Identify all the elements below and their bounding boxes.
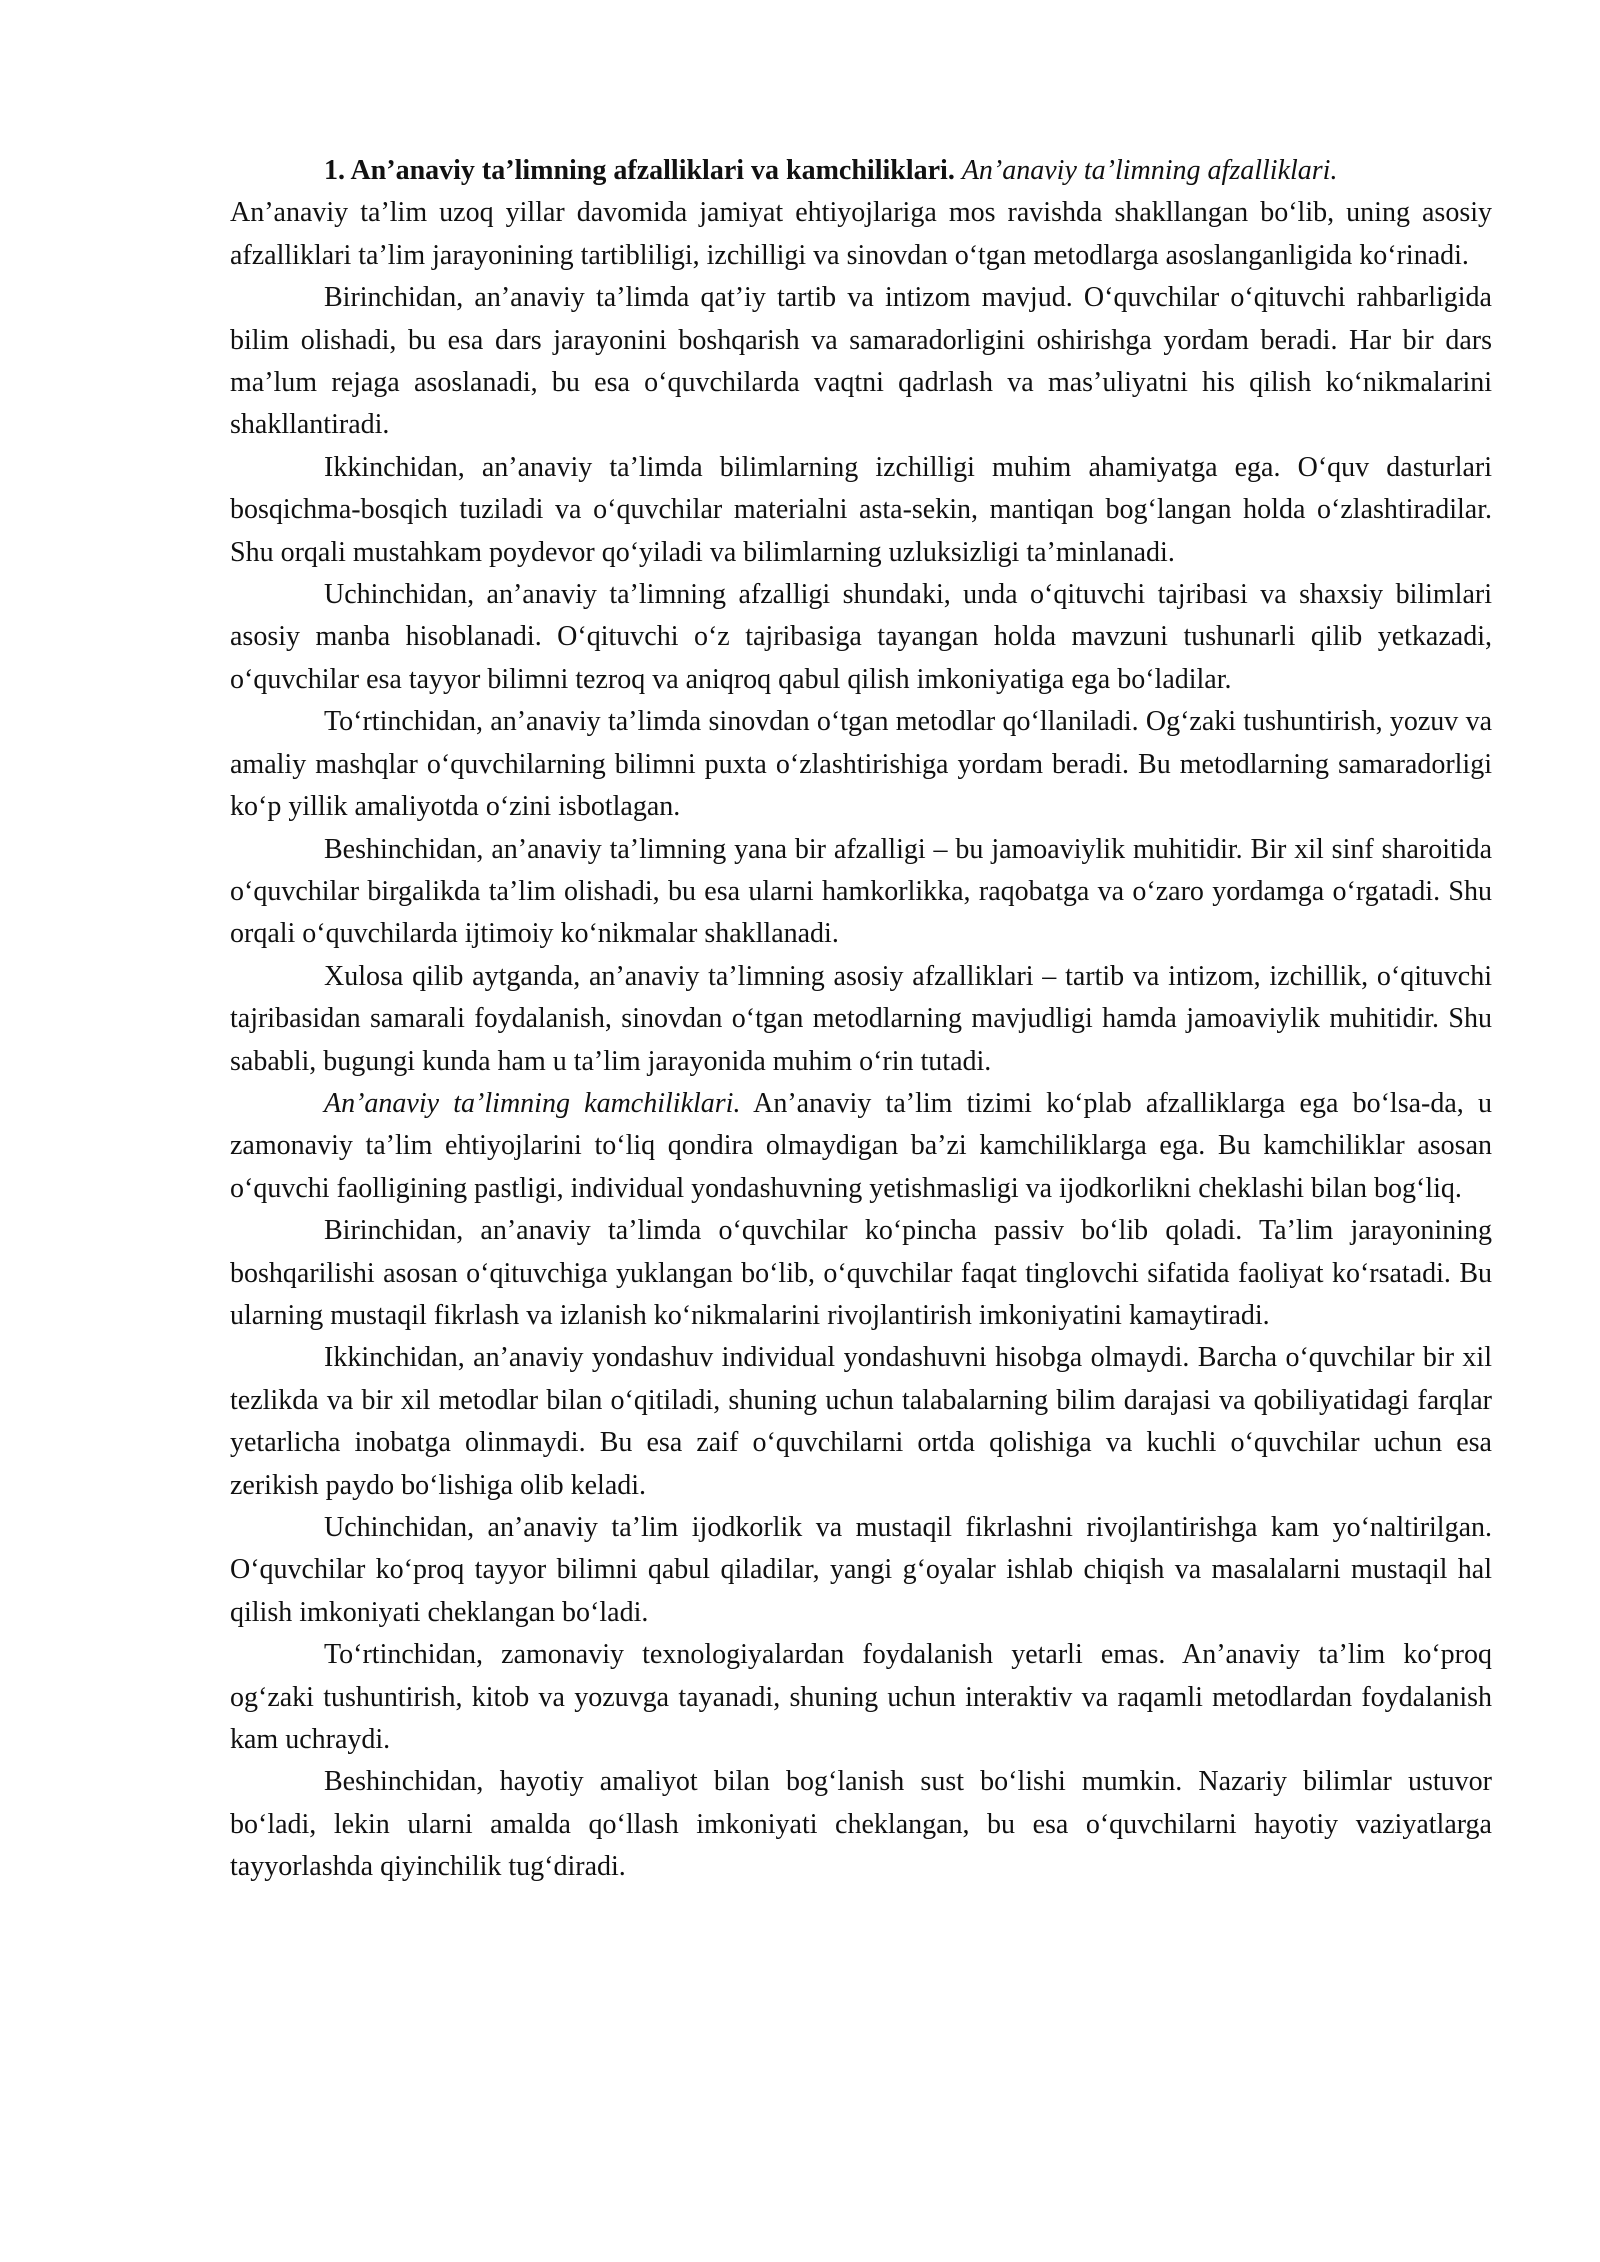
disadvantages-intro-text: An’anaviy ta’lim tizimi ko‘plab afzalliklarga ega bo‘lsa-da, u zamonaviy ta’lim ehtiyojlarini to‘liq qondira olmaydigan ba’zi kamchiliklarga ega. Bu kamchiliklar asosan o‘quvchi faolligining pastligi, individual yondashuvning yetishmasligi va ijodkorlikni cheklashi bilan bog‘liq.: [230, 1087, 1492, 1204]
paragraph-fifth-advantage: Beshinchidan, an’anaviy ta’limning yana bir afzalligi – bu jamoaviylik muhitidir. Bir xil sinf sharoitida o‘quvchilar birgalikda ta’lim olishadi, bu esa ularni hamkorlikka, raqobatga va o‘zaro yordamga o‘rgatadi. Shu orqali o‘quvchilarda ijtimoiy ko‘nikmalar shakllanadi.: [230, 833, 1492, 950]
subsection-title-advantages: An’anaviy ta’limning afzalliklari.: [961, 155, 1338, 186]
section-heading-paragraph: [230, 150, 1492, 192]
paragraph-fourth-advantage: To‘rtinchidan, an’anaviy ta’limda sinovdan o‘tgan metodlar qo‘llaniladi. Og‘zaki tushuntirish, yozuv va amaliy mashqlar o‘quvchilarning bilimni puxta o‘zlashtirishiga yordam beradi. Bu metodlarning samaradorligi ko‘p yillik amaliyotda o‘zini isbotlagan.: [230, 706, 1492, 823]
paragraph-advantages-conclusion: Xulosa qilib aytganda, an’anaviy ta’limning asosiy afzalliklari – tartib va intizom, izchillik, o‘qituvchi tajribasidan samarali foydalanish, sinovdan o‘tgan metodlarning mavjudligi hamda jamoaviylik muhitidir. Shu sababli, bugungi kunda ham u ta’lim jarayonida muhim o‘rin tutadi.: [230, 960, 1492, 1077]
subsection-title-disadvantages: An’anaviy ta’limning kamchiliklari.: [324, 1087, 741, 1119]
document-body: [230, 150, 1492, 1889]
paragraph-first-advantage: Birinchidan, an’anaviy ta’limda qat’iy tartib va intizom mavjud. O‘quvchilar o‘qituvchi rahbarligida bilim olishadi, bu esa dars jarayonini boshqarish va samaradorligini oshirishga yordam beradi. Har bir dars ma’lum rejaga asoslanadi, bu esa o‘quvchilarda vaqtni qadrlash va mas’uliyatni his qilish ko‘nikmalarini shakllantiradi.: [230, 282, 1492, 441]
paragraph-intro: An’anaviy ta’lim uzoq yillar davomida jamiyat ehtiyojlariga mos ravishda shakllangan bo‘lib, uning asosiy afzalliklari ta’lim jarayonining tartibliligi, izchilligi va sinovdan o‘tgan metodlarga asoslanganligida ko‘rinadi.: [230, 197, 1492, 271]
paragraph-fourth-disadvantage: To‘rtinchidan, zamonaviy texnologiyalardan foydalanish yetarli emas. An’anaviy ta’lim ko‘proq og‘zaki tushuntirish, kitob va yozuvga tayanadi, shuning uchun interaktiv va raqamli metodlardan foydalanish kam uchraydi.: [230, 1639, 1492, 1756]
paragraph-fifth-disadvantage: Beshinchidan, hayotiy amaliyot bilan bog‘lanish sust bo‘lishi mumkin. Nazariy bilimlar ustuvor bo‘ladi, lekin ularni amalda qo‘llash imkoniyati cheklangan, bu esa o‘quvchilarni hayotiy vaziyatlarga tayyorlashda qiyinchilik tug‘diradi.: [230, 1766, 1492, 1883]
paragraph-third-advantage: Uchinchidan, an’anaviy ta’limning afzalligi shundaki, unda o‘qituvchi tajribasi va shaxsiy bilimlari asosiy manba hisoblanadi. O‘qituvchi o‘z tajribasiga tayangan holda mavzuni tushunarli qilib yetkazadi, o‘quvchilar esa tayyor bilimni tezroq va aniqroq qabul qilish imkoniyatiga ega bo‘ladilar.: [230, 579, 1492, 695]
paragraph-first-disadvantage: Birinchidan, an’anaviy ta’limda o‘quvchilar ko‘pincha passiv bo‘lib qoladi. Ta’lim jarayonining boshqarilishi asosan o‘qituvchiga yuklangan bo‘lib, o‘quvchilar faqat tinglovchi sifatida faoliyat ko‘rsatadi. Bu ularning mustaqil fikrlash va izlanish ko‘nikmalarini rivojlantirish imkoniyatini kamaytiradi.: [230, 1215, 1492, 1331]
paragraph-disadvantages-intro: [230, 1083, 1492, 1210]
section-title: 1. An’anaviy ta’limning afzalliklari va kamchiliklari.: [324, 155, 955, 186]
paragraph-second-advantage: Ikkinchidan, an’anaviy ta’limda bilimlarning izchilligi muhim ahamiyatga ega. O‘quv dasturlari bosqichma-bosqich tuziladi va o‘quvchilar materialni asta-sekin, mantiqan bog‘langan holda o‘zlashtiradilar. Shu orqali mustahkam poydevor qo‘yiladi va bilimlarning uzluksizligi ta’minlanadi.: [230, 451, 1492, 568]
paragraph-third-disadvantage: Uchinchidan, an’anaviy ta’lim ijodkorlik va mustaqil fikrlashni rivojlantirishga kam yo‘naltirilgan. O‘quvchilar ko‘proq tayyor bilimni qabul qiladilar, yangi g‘oyalar ishlab chiqish va masalalarni mustaqil hal qilish imkoniyati cheklangan bo‘ladi.: [230, 1512, 1492, 1628]
paragraph-second-disadvantage: Ikkinchidan, an’anaviy yondashuv individual yondashuvni hisobga olmaydi. Barcha o‘quvchilar bir xil tezlikda va bir xil metodlar bilan o‘qitiladi, shuning uchun talabalarning bilim darajasi va qobiliyatidagi farqlar yetarlicha inobatga olinmaydi. Bu esa zaif o‘quvchilarni ortda qolishiga va kuchli o‘quvchilar uchun esa zerikish paydo bo‘lishiga olib keladi.: [230, 1342, 1492, 1501]
